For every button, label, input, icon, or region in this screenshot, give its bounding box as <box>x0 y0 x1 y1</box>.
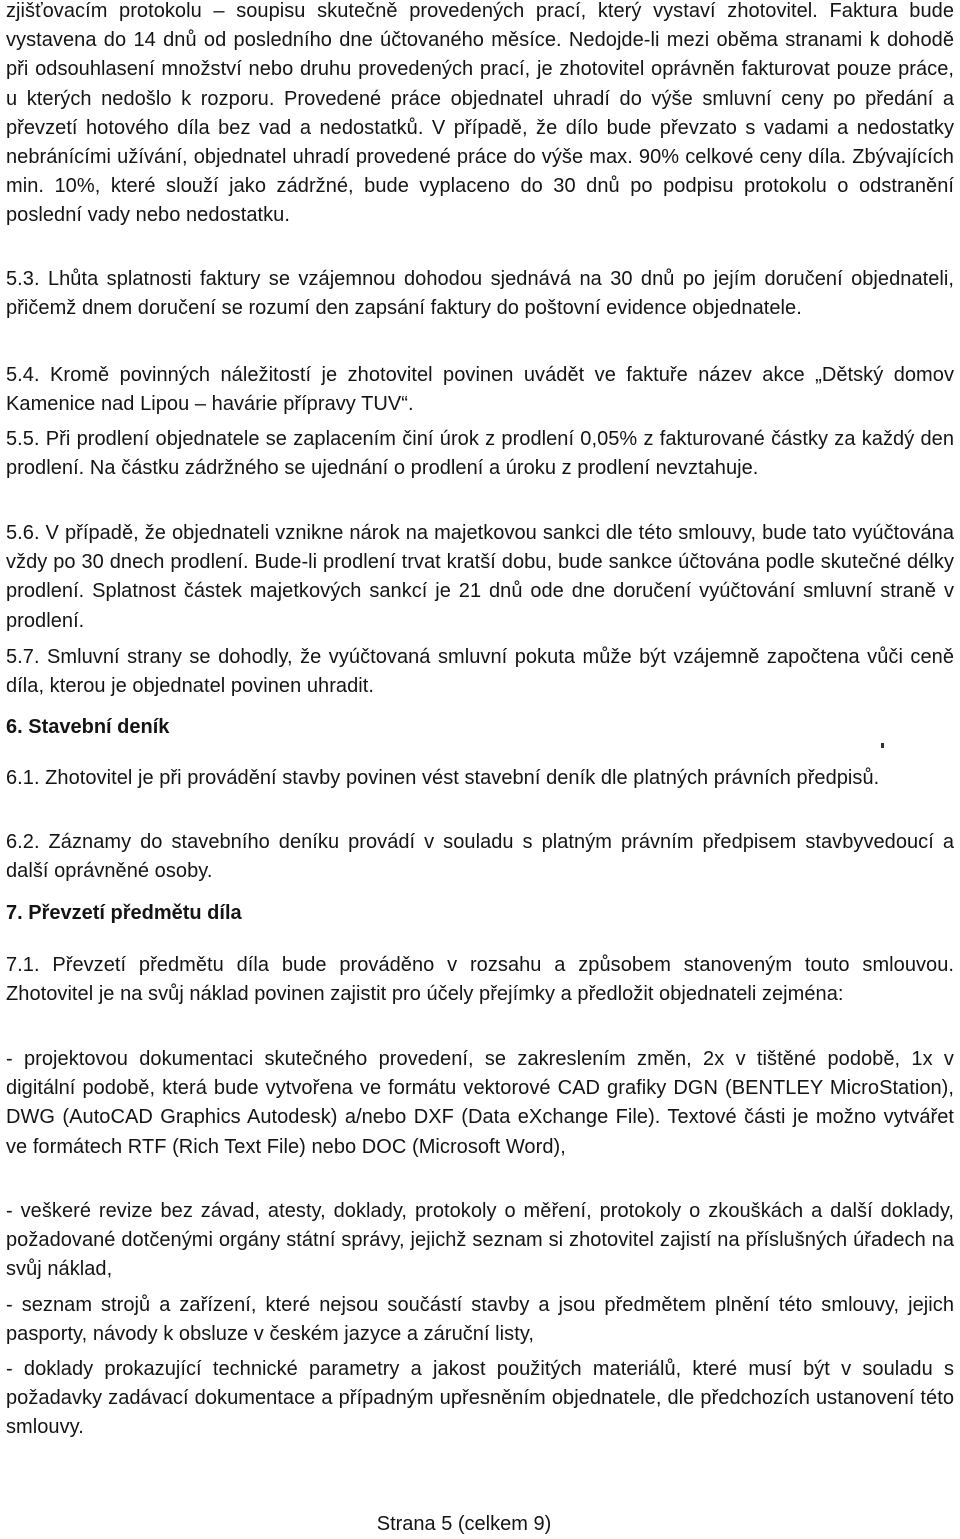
paragraph-payment-terms: zjišťovacím protokolu – soupisu skutečně provedených prací, který vystaví zhotovitel. Faktura bude vystavena do 14 dnů od posledního dne účtovaného měsíce. Nedojde-li mezi oběma stranami k dohodě při odsouhlasení množství nebo druhu provedených prací, je zhotovitel oprávněn fakturovat pouze práce, u kterých nedošlo k rozporu. Provedené práce objednatel uhradí do výše smluvní ceny po předání a převzetí hotového díla bez vad a nedostatků. V případě, že dílo bude převzato s vadami a nedostatky nebránícími užívání, objednatel uhradí provedené práce do výše max. 90% celkové ceny díla. Zbývajících min. 10%, které slouží jako zádržné, bude vyplaceno do 30 dnů po podpisu protokolu o odstranění poslední vady nebo nedostatku. <box>6 0 954 227</box>
paragraph-5-5: 5.5. Při prodlení objednatele se zaplacením činí úrok z prodlení 0,05% z fakturované částky za každý den prodlení. Na částku zádržného se ujednání o prodlení a úroku z prodlení nevztahuje. <box>6 428 954 480</box>
bullet-item-machine-list: - seznam strojů a zařízení, které nejsou součástí stavby a jsou předmětem plnění této smlouvy, jejich pasporty, návody k obsluze v českém jazyce a záruční listy, <box>6 1294 954 1346</box>
paragraph-5-4: 5.4. Kromě povinných náležitostí je zhotovitel povinen uvádět ve faktuře název akce „Dětský domov Kamenice nad Lipou – havárie přípravy TUV“. <box>6 364 954 416</box>
bullet-item-material-documents: - doklady prokazující technické parametry a jakost použitých materiálů, které musí být v souladu s požadavky zadávací dokumentace a případným upřesněním objednatele, dle předchozích ustanovení této smlouvy. <box>6 1358 954 1439</box>
section-heading-7: 7. Převzetí předmětu díla <box>6 902 242 924</box>
paragraph-5-3: 5.3. Lhůta splatnosti faktury se vzájemnou dohodou sjednává na 30 dnů po jejím doručení objednateli, přičemž dnem doručení se rozumí den zapsání faktury do poštovní evidence objednatele. <box>6 268 954 320</box>
stray-dot-mark <box>881 743 884 748</box>
bullet-item-revisions: - veškeré revize bez závad, atesty, doklady, protokoly o měření, protokoly o zkouškách a další doklady, požadované dotčenými orgány státní správy, jejichž seznam si zhotovitel zajistí na příslušných úřadech na svůj náklad, <box>6 1200 954 1281</box>
bullet-item-project-documentation: - projektovou dokumentaci skutečného provedení, se zakreslením změn, 2x v tištěné podobě, 1x v digitální podobě, která bude vytvořena ve formátu vektorové CAD grafiky DGN (BENTLEY MicroStation), DWG (AutoCAD Graphics Autodesk) a/nebo DXF (Data eXchange File). Textové části je možno vytvářet ve formátech RTF (Rich Text File) nebo DOC (Microsoft Word), <box>6 1048 954 1158</box>
paragraph-5-7: 5.7. Smluvní strany se dohodly, že vyúčtovaná smluvní pokuta může být vzájemně započtena vůči ceně díla, kterou je objednatel povinen uhradit. <box>6 646 954 698</box>
paragraph-7-1: 7.1. Převzetí předmětu díla bude prováděno v rozsahu a způsobem stanoveným touto smlouvou. Zhotovitel je na svůj náklad povinen zajistit pro účely přejímky a předložit objednateli zejména: <box>6 954 954 1006</box>
page-number-footer: Strana 5 (celkem 9) <box>376 1513 552 1535</box>
paragraph-6-1: 6.1. Zhotovitel je při provádění stavby povinen vést stavební deník dle platných právních předpisů. <box>6 767 880 789</box>
paragraph-5-6: 5.6. V případě, že objednateli vznikne nárok na majetkovou sankci dle této smlouvy, bude tato vyúčtována vždy po 30 dnech prodlení. Bude-li prodlení trvat kratší dobu, bude sankce účtována podle skutečné délky prodlení. Splatnost částek majetkových sankcí je 21 dnů ode dne doručení vyúčtování smluvní straně v prodlení. <box>6 522 954 632</box>
section-heading-6: 6. Stavební deník <box>6 716 170 738</box>
paragraph-6-2: 6.2. Záznamy do stavebního deníku provádí v souladu s platným právním předpisem stavbyvedoucí a další oprávněné osoby. <box>6 831 954 883</box>
